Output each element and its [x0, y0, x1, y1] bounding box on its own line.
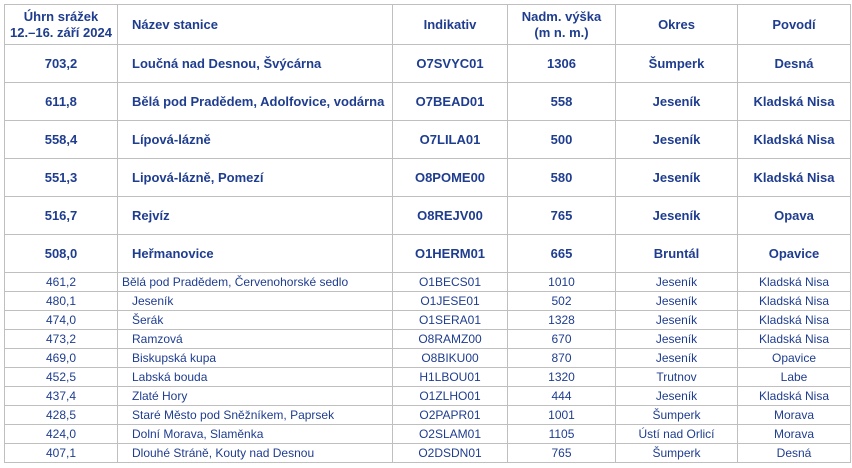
cell-precipitation: 473,2 [5, 330, 118, 349]
header-precipitation-line1: Úhrn srážek [23, 8, 99, 24]
cell-precipitation: 461,2 [5, 273, 118, 292]
table-row [5, 273, 851, 292]
cell-precipitation: 474,0 [5, 311, 118, 330]
table-row [5, 121, 851, 159]
table-row [5, 444, 851, 463]
cell-altitude: 1001 [508, 406, 616, 425]
cell-precipitation: 452,5 [5, 368, 118, 387]
cell-precipitation: 508,0 [5, 235, 118, 273]
cell-district: Jeseník [616, 197, 738, 235]
cell-altitude: 444 [508, 387, 616, 406]
header-basin: Povodí [738, 5, 851, 45]
header-row [5, 5, 851, 45]
precipitation-table [4, 4, 851, 463]
cell-indicative: O1BECS01 [393, 273, 508, 292]
cell-basin: Kladská Nisa [738, 387, 851, 406]
cell-precipitation: 480,1 [5, 292, 118, 311]
table-row [5, 45, 851, 83]
cell-indicative: O8RAMZ00 [393, 330, 508, 349]
cell-altitude: 665 [508, 235, 616, 273]
cell-station: Šerák [118, 311, 393, 330]
table-row [5, 387, 851, 406]
cell-station: Ramzová [118, 330, 393, 349]
cell-indicative: O7LILA01 [393, 121, 508, 159]
cell-basin: Kladská Nisa [738, 159, 851, 197]
cell-district: Jeseník [616, 273, 738, 292]
cell-indicative: O2DSDN01 [393, 444, 508, 463]
cell-indicative: O1HERM01 [393, 235, 508, 273]
cell-station: Labská bouda [118, 368, 393, 387]
cell-indicative: O1JESE01 [393, 292, 508, 311]
cell-station: Dolní Morava, Slaměnka [118, 425, 393, 444]
table-row [5, 159, 851, 197]
cell-altitude: 670 [508, 330, 616, 349]
cell-precipitation: 469,0 [5, 349, 118, 368]
cell-basin: Morava [738, 425, 851, 444]
header-indicative: Indikativ [393, 5, 508, 45]
cell-station: Staré Město pod Sněžníkem, Paprsek [118, 406, 393, 425]
cell-district: Bruntál [616, 235, 738, 273]
cell-indicative: O7BEAD01 [393, 83, 508, 121]
cell-precipitation: 428,5 [5, 406, 118, 425]
cell-precipitation: 407,1 [5, 444, 118, 463]
cell-precipitation: 437,4 [5, 387, 118, 406]
header-altitude-line1: Nadm. výška [521, 8, 602, 24]
cell-indicative: O2PAPR01 [393, 406, 508, 425]
cell-precipitation: 516,7 [5, 197, 118, 235]
cell-district: Jeseník [616, 311, 738, 330]
cell-station: Loučná nad Desnou, Švýcárna [118, 45, 393, 83]
cell-indicative: O1SERA01 [393, 311, 508, 330]
cell-altitude: 500 [508, 121, 616, 159]
cell-basin: Kladská Nisa [738, 121, 851, 159]
cell-district: Jeseník [616, 159, 738, 197]
table-row [5, 425, 851, 444]
cell-district: Jeseník [616, 83, 738, 121]
cell-precipitation: 558,4 [5, 121, 118, 159]
header-altitude [508, 5, 616, 45]
cell-altitude: 1105 [508, 425, 616, 444]
header-precipitation [5, 5, 118, 45]
cell-basin: Desná [738, 444, 851, 463]
table-row [5, 330, 851, 349]
header-altitude-line2: (m n. m.) [534, 24, 589, 40]
cell-station: Jeseník [118, 292, 393, 311]
cell-district: Šumperk [616, 444, 738, 463]
precipitation-table-container [4, 4, 850, 463]
table-row [5, 292, 851, 311]
cell-station: Lípová-lázně [118, 121, 393, 159]
cell-district: Šumperk [616, 45, 738, 83]
table-row [5, 406, 851, 425]
header-district: Okres [616, 5, 738, 45]
cell-basin: Kladská Nisa [738, 292, 851, 311]
cell-precipitation: 611,8 [5, 83, 118, 121]
cell-district: Jeseník [616, 292, 738, 311]
cell-district: Šumperk [616, 406, 738, 425]
cell-station: Dlouhé Stráně, Kouty nad Desnou [118, 444, 393, 463]
cell-district: Jeseník [616, 121, 738, 159]
cell-altitude: 870 [508, 349, 616, 368]
cell-station: Zlaté Hory [118, 387, 393, 406]
cell-altitude: 502 [508, 292, 616, 311]
cell-district: Jeseník [616, 330, 738, 349]
cell-altitude: 1320 [508, 368, 616, 387]
cell-indicative: O8REJV00 [393, 197, 508, 235]
cell-district: Trutnov [616, 368, 738, 387]
cell-basin: Morava [738, 406, 851, 425]
cell-altitude: 580 [508, 159, 616, 197]
cell-altitude: 765 [508, 197, 616, 235]
table-row [5, 368, 851, 387]
table-row [5, 235, 851, 273]
table-row [5, 349, 851, 368]
cell-altitude: 558 [508, 83, 616, 121]
cell-altitude: 1010 [508, 273, 616, 292]
cell-basin: Opavice [738, 349, 851, 368]
cell-district: Ústí nad Orlicí [616, 425, 738, 444]
cell-station: Heřmanovice [118, 235, 393, 273]
cell-basin: Kladská Nisa [738, 83, 851, 121]
cell-basin: Kladská Nisa [738, 273, 851, 292]
table-body [5, 45, 851, 463]
cell-station: Lipová-lázně, Pomezí [118, 159, 393, 197]
cell-indicative: O1ZLHO01 [393, 387, 508, 406]
cell-station: Bělá pod Pradědem, Adolfovice, vodárna [118, 83, 393, 121]
cell-basin: Desná [738, 45, 851, 83]
header-station: Název stanice [118, 5, 393, 45]
cell-indicative: O8POME00 [393, 159, 508, 197]
cell-precipitation: 424,0 [5, 425, 118, 444]
cell-altitude: 1306 [508, 45, 616, 83]
cell-altitude: 765 [508, 444, 616, 463]
cell-basin: Opava [738, 197, 851, 235]
cell-station: Rejvíz [118, 197, 393, 235]
table-row [5, 83, 851, 121]
cell-basin: Kladská Nisa [738, 330, 851, 349]
cell-district: Jeseník [616, 387, 738, 406]
cell-basin: Labe [738, 368, 851, 387]
cell-basin: Opavice [738, 235, 851, 273]
cell-precipitation: 703,2 [5, 45, 118, 83]
cell-precipitation: 551,3 [5, 159, 118, 197]
cell-indicative: O8BIKU00 [393, 349, 508, 368]
table-row [5, 197, 851, 235]
cell-station: Biskupská kupa [118, 349, 393, 368]
header-precipitation-line2: 12.–16. září 2024 [10, 24, 112, 40]
table-row [5, 311, 851, 330]
cell-station: Bělá pod Pradědem, Červenohorské sedlo [118, 273, 393, 292]
cell-indicative: O7SVYC01 [393, 45, 508, 83]
cell-district: Jeseník [616, 349, 738, 368]
cell-basin: Kladská Nisa [738, 311, 851, 330]
cell-indicative: H1LBOU01 [393, 368, 508, 387]
cell-altitude: 1328 [508, 311, 616, 330]
cell-indicative: O2SLAM01 [393, 425, 508, 444]
